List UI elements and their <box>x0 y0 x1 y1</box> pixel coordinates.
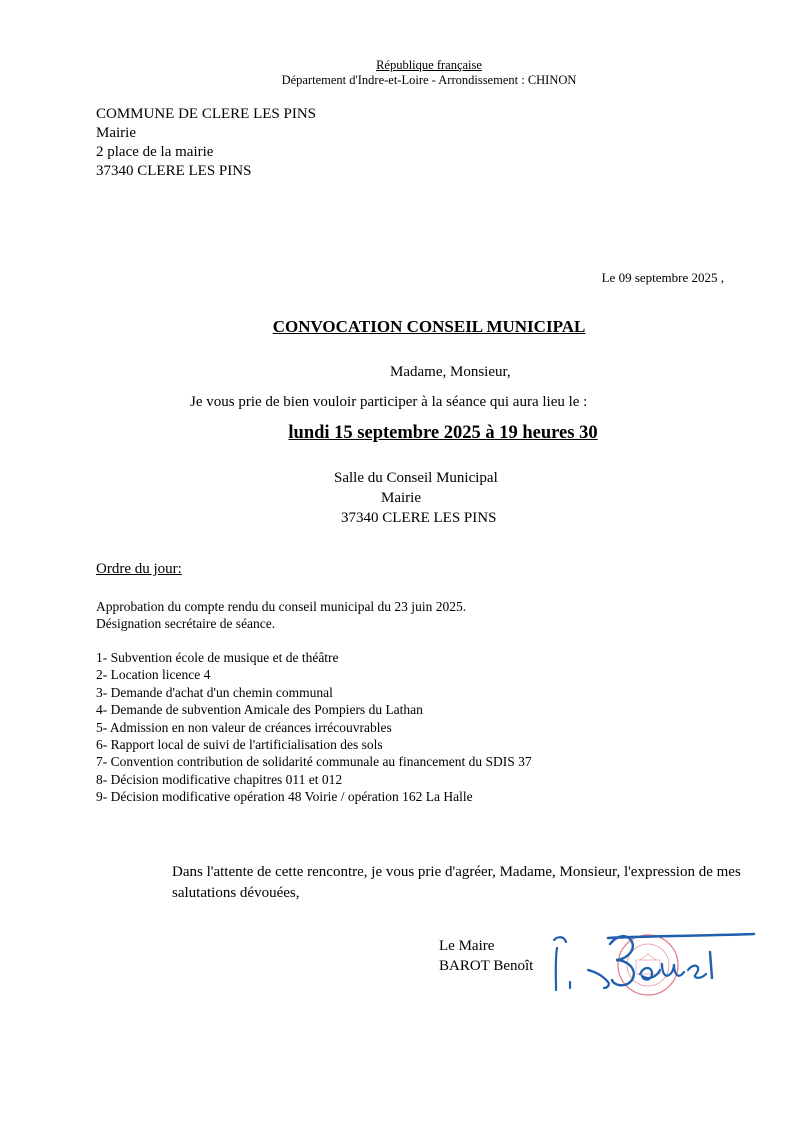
signatory-title: Le Maire <box>439 938 495 954</box>
signatory-name: BAROT Benoît <box>439 958 534 974</box>
republic-heading: République française <box>376 58 482 72</box>
meeting-datetime: lundi 15 septembre 2025 à 19 heures 30 <box>288 423 598 443</box>
department-heading: Département d'Indre-et-Loire - Arrondissement : CHINON <box>281 73 577 87</box>
closing-paragraph: Dans l'attente de cette rencontre, je vous prie d'agréer, Madame, Monsieur, l'expression de mes salutations dévouées, <box>172 864 741 901</box>
agenda-item: 8- Décision modificative chapitres 011 et 012 <box>96 772 343 787</box>
location-line-3: 37340 CLERE LES PINS <box>341 510 497 526</box>
intro-text: Je vous prie de bien vouloir participer à la séance qui aura lieu le : <box>190 394 588 410</box>
sender-line-3: 2 place de la mairie <box>96 144 214 160</box>
handwritten-signature <box>554 934 754 990</box>
agenda-heading: Ordre du jour: <box>96 561 182 577</box>
agenda-item: 4- Demande de subvention Amicale des Pompiers du Lathan <box>96 702 423 717</box>
agenda-item: 7- Convention contribution de solidarité communale au financement du SDIS 37 <box>96 754 532 769</box>
document-title: CONVOCATION CONSEIL MUNICIPAL <box>272 317 586 336</box>
signature-with-stamp <box>548 930 758 1000</box>
location-line-1: Salle du Conseil Municipal <box>334 470 498 486</box>
letter-date: Le 09 septembre 2025 , <box>601 270 724 285</box>
sender-line-2: Mairie <box>96 125 136 141</box>
location-line-2: Mairie <box>381 490 421 506</box>
salutation: Madame, Monsieur, <box>390 364 511 380</box>
agenda-item: 9- Décision modificative opération 48 Voirie / opération 162 La Halle <box>96 789 473 804</box>
agenda-preliminary: Désignation secrétaire de séance. <box>96 616 276 631</box>
agenda-item: 5- Admission en non valeur de créances irrécouvrables <box>96 720 392 735</box>
town-seal-stamp <box>618 935 678 995</box>
agenda-preliminary: Approbation du compte rendu du conseil municipal du 23 juin 2025. <box>96 599 467 614</box>
agenda-item: 1- Subvention école de musique et de théâtre <box>96 650 339 665</box>
sender-line-1: COMMUNE DE CLERE LES PINS <box>96 106 317 122</box>
sender-line-4: 37340 CLERE LES PINS <box>96 163 252 179</box>
agenda-item: 2- Location licence 4 <box>96 667 211 682</box>
agenda-item: 6- Rapport local de suivi de l'artificialisation des sols <box>96 737 383 752</box>
agenda-item: 3- Demande d'achat d'un chemin communal <box>96 685 333 700</box>
